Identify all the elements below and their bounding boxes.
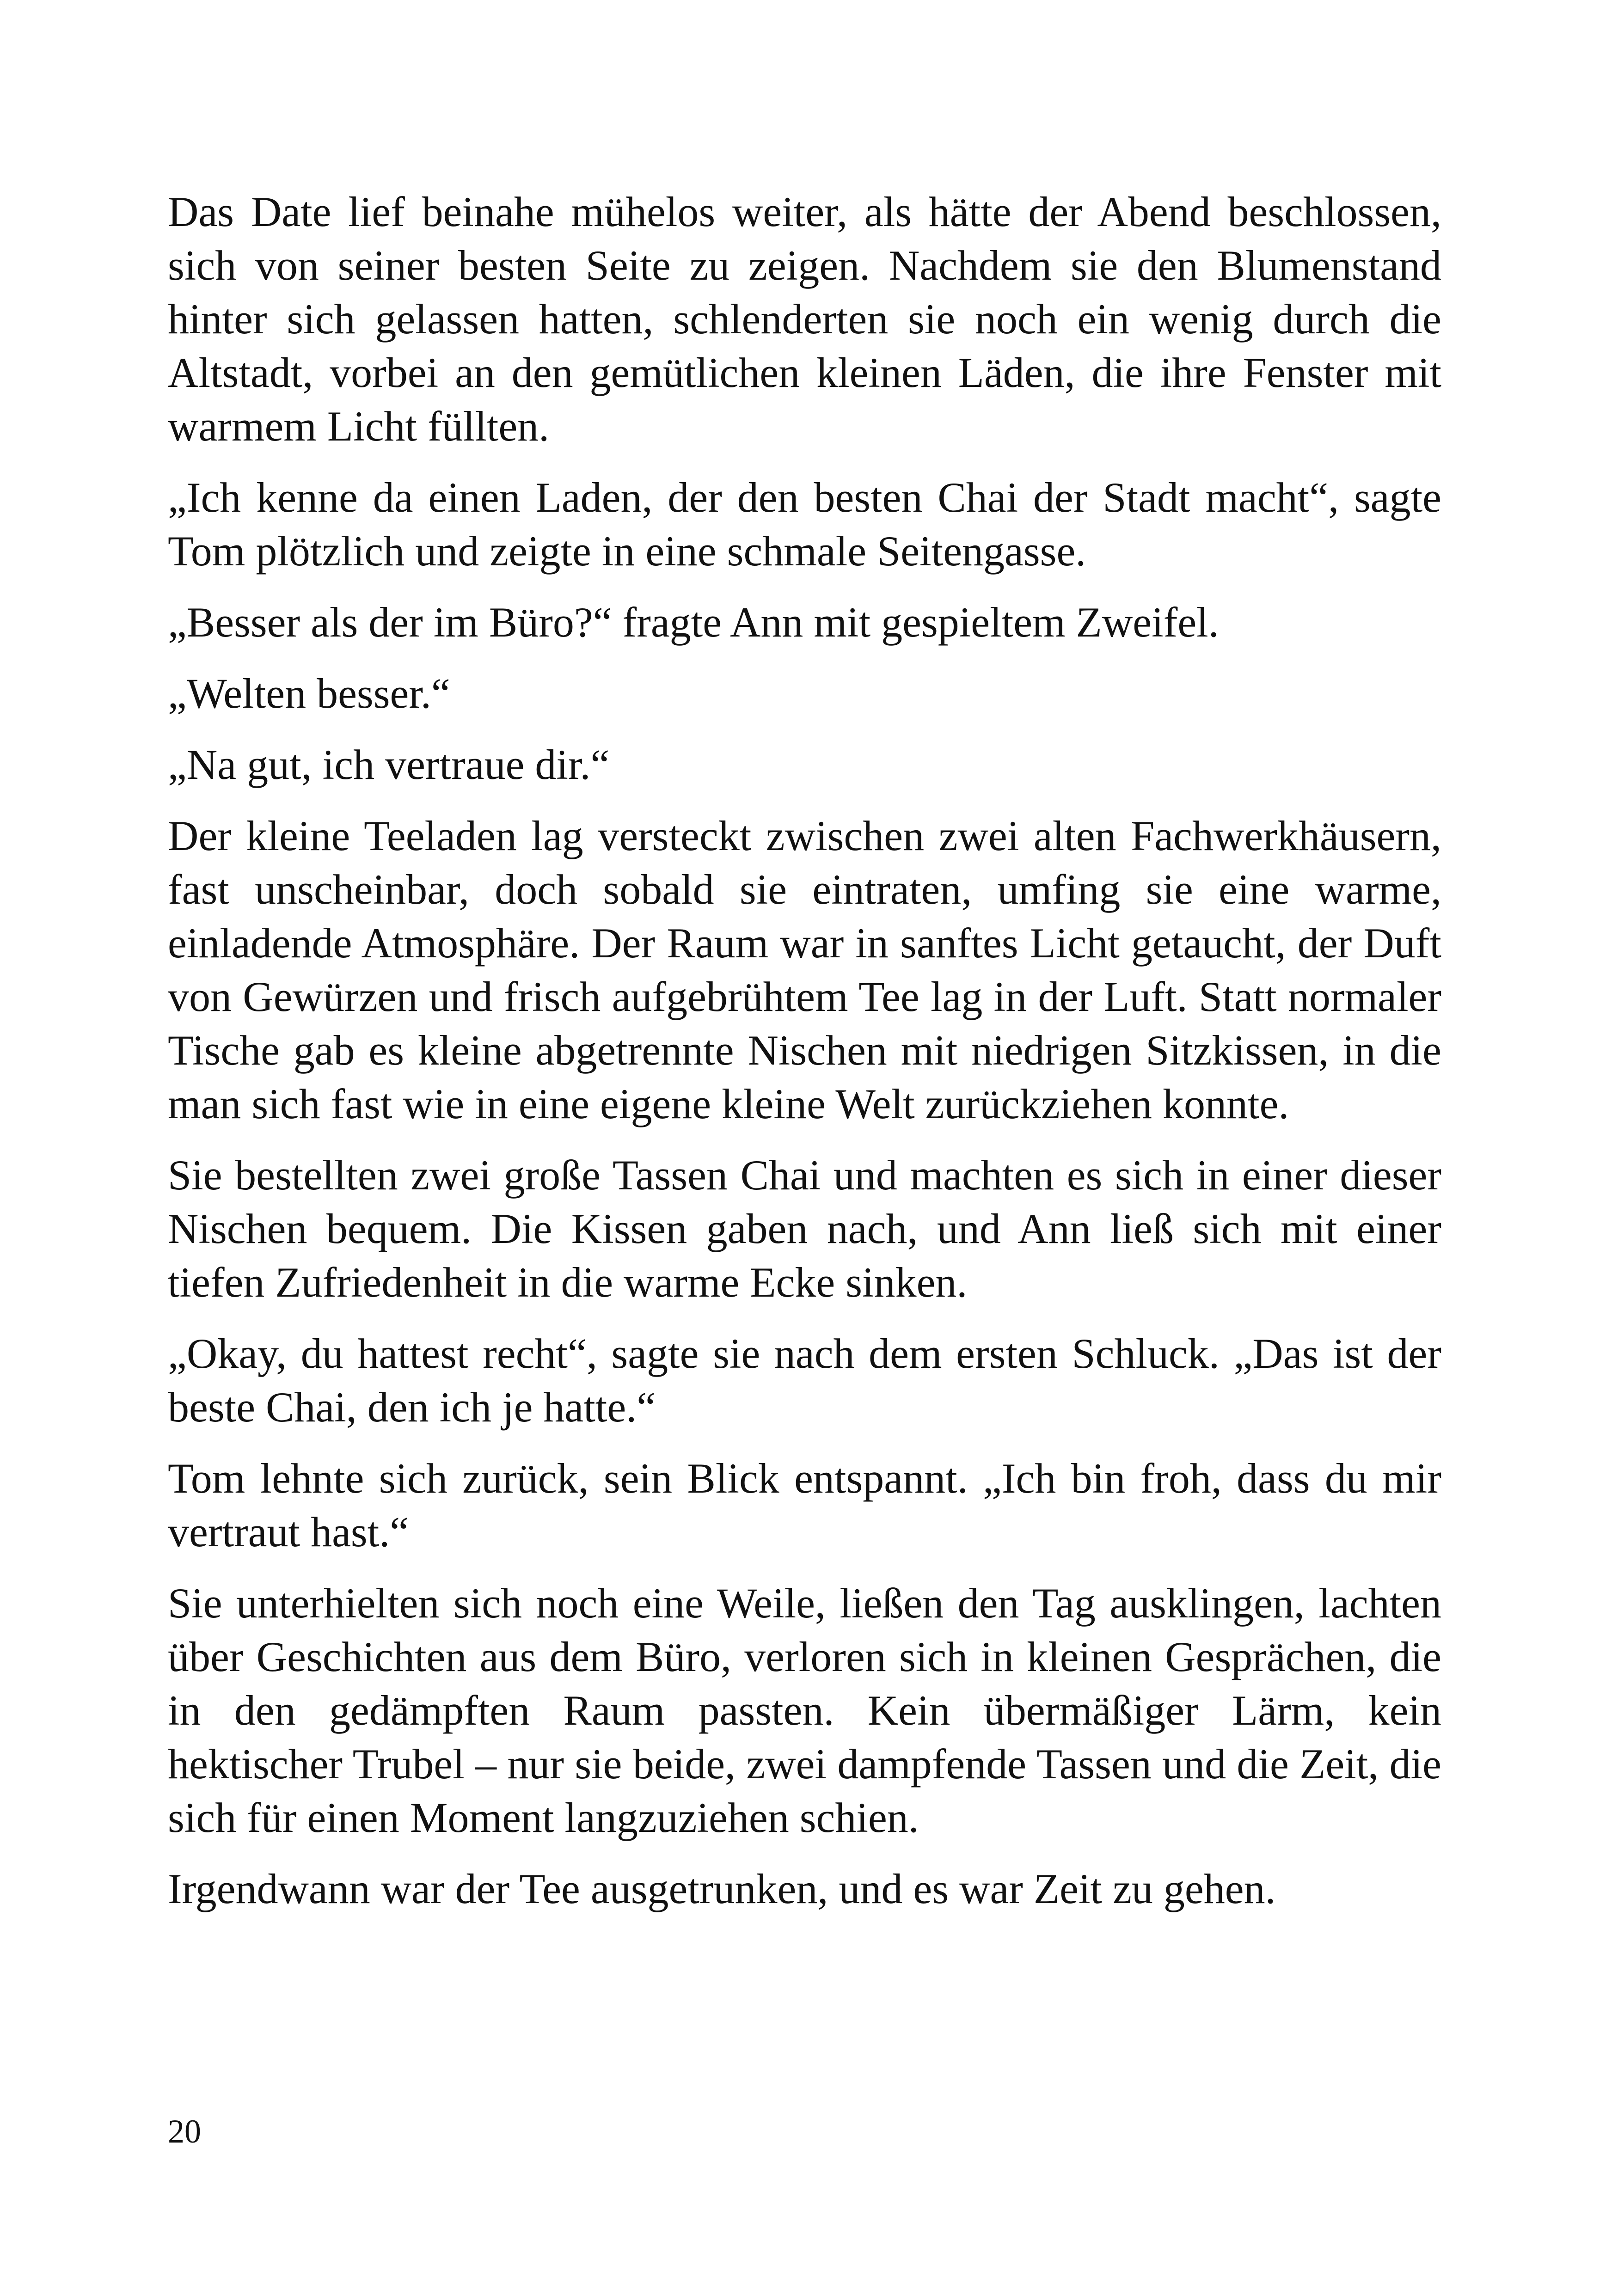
- paragraph: Der kleine Teeladen lag versteckt zwischen zwei alten Fachwerkhäusern, fast unscheinbar, doch sobald sie eintraten, umfing sie eine warme, einladende Atmosphäre. Der Raum war in sanftes Licht getaucht, der Duft von Gewürzen und frisch aufgebrühtem Tee lag in der Luft. Statt normaler Tische gab es kleine abgetrennte Nischen mit niedrigen Sitzkissen, in die man sich fast wie in eine eigene kleine Welt zurückziehen konnte.: [168, 812, 1441, 1127]
- paragraph: „Okay, du hattest recht“, sagte sie nach dem ersten Schluck. „Das ist der beste Chai, den ich je hatte.“: [168, 1330, 1441, 1431]
- paragraph: Sie bestellten zwei große Tassen Chai und machten es sich in einer dieser Nischen bequem. Die Kissen gaben nach, und Ann ließ sich mit einer tiefen Zufriedenheit in die warme Ecke sinken.: [168, 1151, 1441, 1306]
- paragraph: Das Date lief beinahe mühelos weiter, als hätte der Abend beschlossen, sich von seiner besten Seite zu zeigen. Nachdem sie den Blumenstand hinter sich gelassen hatten, schlenderten sie noch ein wenig durch die Altstadt, vorbei an den gemütlichen kleinen Läden, die ihre Fenster mit warmem Licht füllten.: [168, 188, 1441, 450]
- paragraph: „Welten besser.“: [168, 670, 450, 717]
- paragraph: „Besser als der im Büro?“ fragte Ann mit gespieltem Zweifel.: [168, 599, 1219, 646]
- paragraph: Tom lehnte sich zurück, sein Blick entspannt. „Ich bin froh, dass du mir vertraut hast.“: [168, 1455, 1441, 1555]
- paragraph: „Ich kenne da einen Laden, der den besten Chai der Stadt macht“, sagte Tom plötzlich und zeigte in eine schmale Seitengasse.: [168, 474, 1441, 575]
- paragraph: „Na gut, ich vertraue dir.“: [168, 741, 610, 788]
- paragraph: Sie unterhielten sich noch eine Weile, ließen den Tag ausklingen, lachten über Geschichten aus dem Büro, verloren sich in kleinen Gesprächen, die in den gedämpften Raum passten. Kein übermäßiger Lärm, kein hektischer Trubel – nur sie beide, zwei dampfende Tassen und die Zeit, die sich für einen Moment langzuziehen schien.: [168, 1580, 1441, 1841]
- paragraph: Irgendwann war der Tee ausgetrunken, und es war Zeit zu gehen.: [168, 1865, 1276, 1912]
- page-number: 20: [168, 2113, 201, 2150]
- body-text: [168, 185, 1441, 1933]
